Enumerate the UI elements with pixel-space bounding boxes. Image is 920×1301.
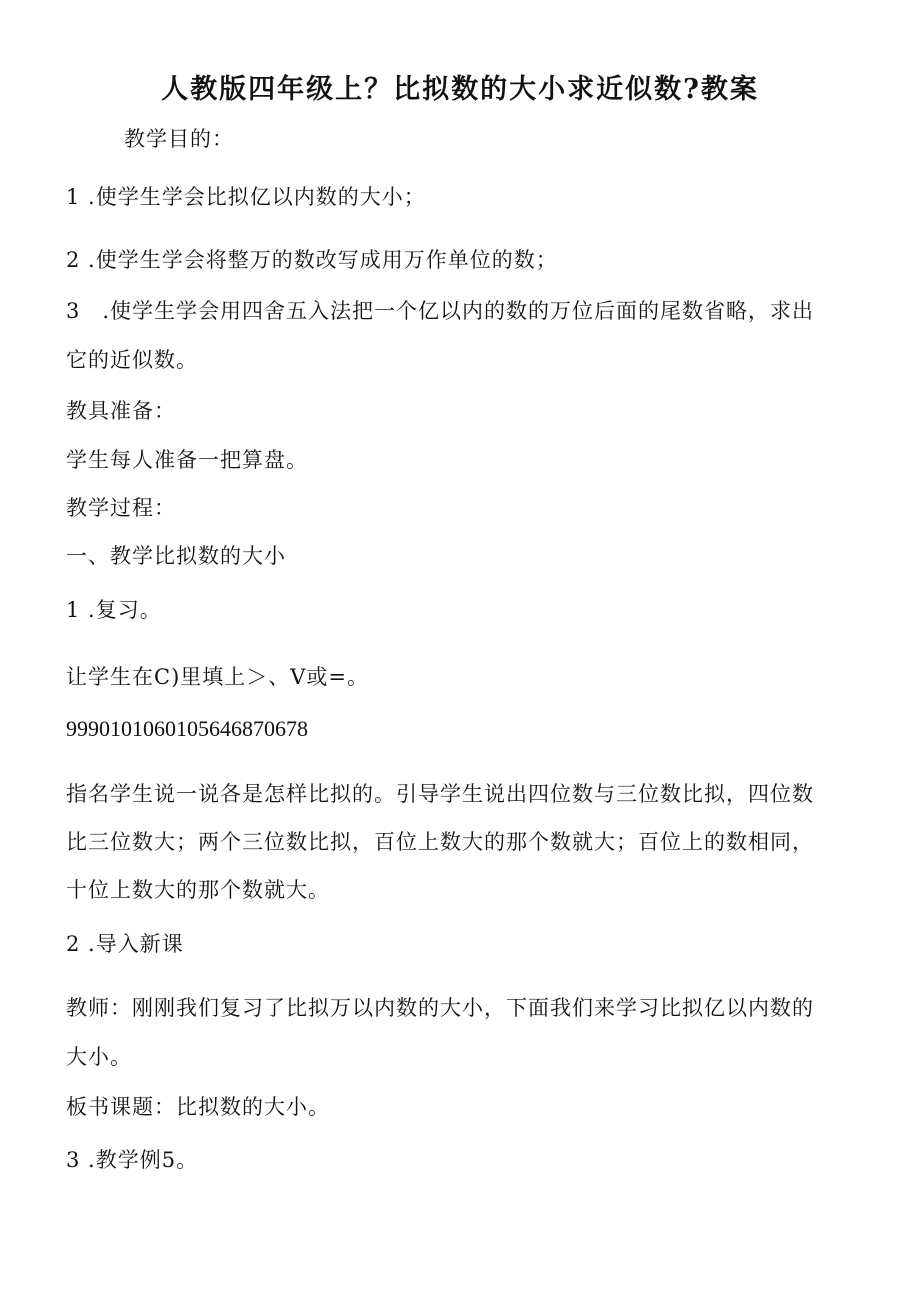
board-topic: 板书课题：比拟数的大小。 (66, 1095, 330, 1119)
teaching-process-heading: 教学过程： (66, 496, 176, 520)
teaching-aids-heading: 教具准备： (66, 399, 176, 423)
explanation-line-3: 十位上数大的那个数就大。 (66, 878, 330, 902)
goal-item-2: 2 .使学生学会将整万的数改写成用万作单位的数； (66, 248, 558, 272)
teaching-aids-text: 学生每人准备一把算盘。 (66, 448, 308, 472)
step-1-review: 1 .复习。 (66, 598, 162, 622)
teacher-speech-line-1: 教师：刚刚我们复习了比拟万以内数的大小，下面我们来学习比拟亿以内数的 (66, 996, 814, 1020)
explanation-line-1: 指名学生说一说各是怎样比拟的。引导学生说出四位数与三位数比拟，四位数 (66, 782, 814, 806)
teaching-goal-heading: 教学目的： (124, 127, 234, 151)
goal-item-3: 3 .使学生学会用四舍五入法把一个亿以内的数的万位后面的尾数省略，求出 (66, 299, 815, 323)
section-one-heading: 一、教学比拟数的大小 (66, 544, 286, 568)
teacher-speech-line-2: 大小。 (66, 1045, 132, 1069)
fill-in-instruction: 让学生在C)里填上＞、V或=。 (66, 665, 370, 689)
step-2-new-lesson: 2 .导入新课 (66, 932, 184, 956)
page-title: 人教版四年级上？比拟数的大小求近似数?教案 (161, 74, 759, 105)
number-sequence: 99901010601056468706​78 (66, 716, 308, 741)
goal-item-3-continued: 它的近似数。 (66, 348, 198, 372)
explanation-line-2: 比三位数大；两个三位数比拟，百位上数大的那个数就大；百位上的数相同， (66, 830, 814, 854)
step-3-example: 3 .教学例5。 (66, 1148, 199, 1172)
goal-item-1: 1 .使学生学会比拟亿以内数的大小； (66, 185, 426, 209)
